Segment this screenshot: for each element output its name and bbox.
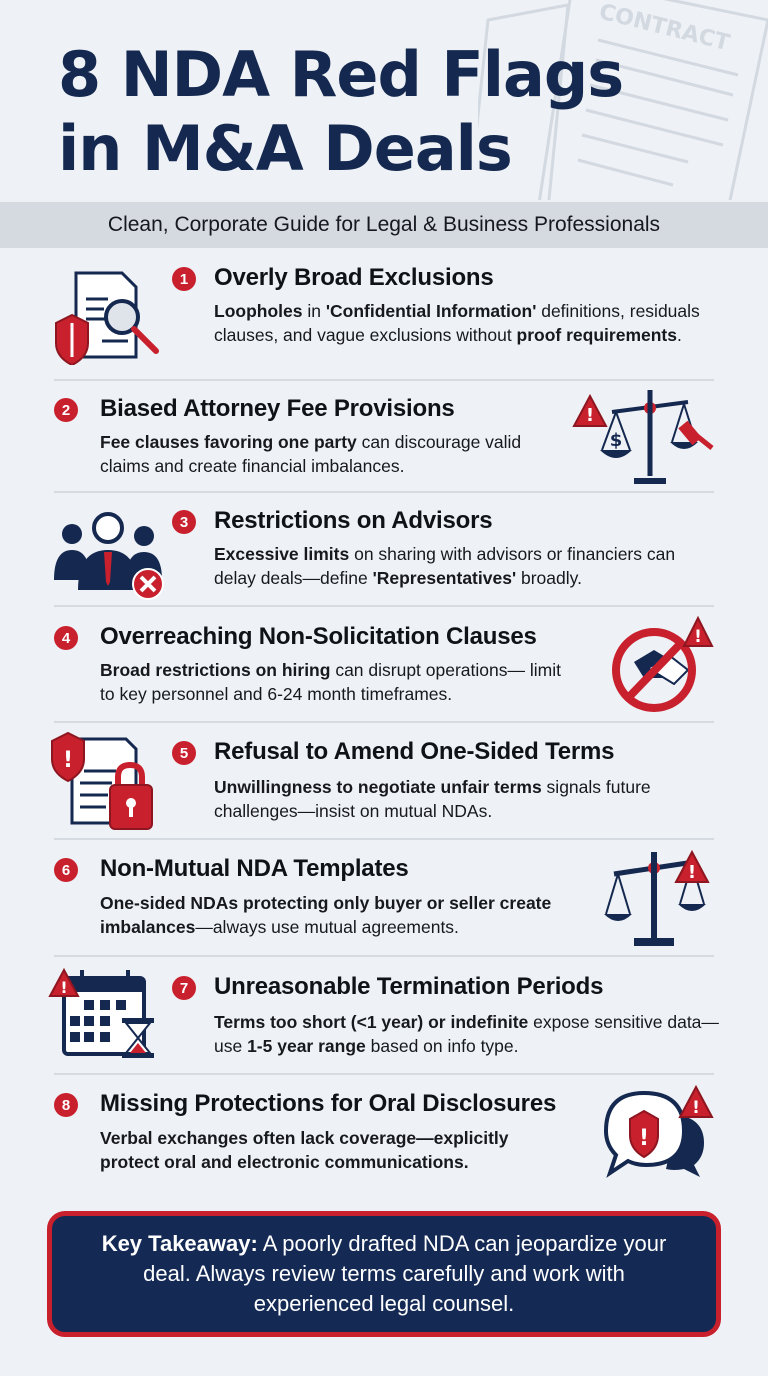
item-title: Biased Attorney Fee Provisions bbox=[100, 395, 455, 422]
header bbox=[0, 0, 768, 200]
svg-text:!: ! bbox=[62, 748, 74, 773]
item-description: Unwillingness to negotiate unfair terms signals future challenges—insist on mutual NDAs. bbox=[214, 777, 651, 821]
item-number-badge: 2 bbox=[54, 398, 78, 422]
scales-warning-gavel-icon bbox=[572, 386, 718, 486]
svg-text:!: ! bbox=[638, 1126, 650, 1151]
item-number-badge: 4 bbox=[54, 626, 78, 650]
advisors-group-x-icon bbox=[52, 510, 170, 600]
divider bbox=[54, 838, 714, 840]
key-takeaway-label: Key Takeaway: bbox=[101, 1231, 258, 1256]
svg-text:!: ! bbox=[692, 1098, 700, 1118]
item-description: Terms too short (<1 year) or indefinite expose sensitive data—use 1-5 year range based on info type. bbox=[214, 1012, 719, 1056]
document-lock-shield-icon bbox=[50, 731, 160, 831]
item-title: Overly Broad Exclusions bbox=[214, 264, 494, 291]
key-takeaway-box bbox=[47, 1211, 721, 1337]
item-number-badge: 3 bbox=[172, 510, 196, 534]
divider bbox=[54, 1073, 714, 1075]
divider bbox=[54, 955, 714, 957]
calendar-hourglass-warning-icon bbox=[48, 966, 160, 1062]
item-title: Refusal to Amend One-Sided Terms bbox=[214, 738, 615, 765]
item-description: Excessive limits on sharing with advisors or financiers can delay deals—define 'Representatives' broadly. bbox=[214, 544, 676, 588]
item-number-badge: 1 bbox=[172, 267, 196, 291]
item-title: Restrictions on Advisors bbox=[214, 507, 493, 534]
divider bbox=[54, 721, 714, 723]
item-title: Missing Protections for Oral Disclosures bbox=[100, 1090, 557, 1117]
item-description: One-sided NDAs protecting only buyer or seller create imbalances—always use mutual agreements. bbox=[100, 893, 552, 937]
divider bbox=[54, 491, 714, 493]
title-line-2: in M&A Deals bbox=[58, 112, 512, 185]
subtitle-bar bbox=[0, 202, 768, 248]
item-number-badge: 8 bbox=[54, 1093, 78, 1117]
item-description: Broad restrictions on hiring can disrupt operations— limit to key personnel and 6-24 month timeframes. bbox=[100, 660, 561, 704]
item-title: Unreasonable Termination Periods bbox=[214, 973, 604, 1000]
item-description: Verbal exchanges often lack coverage—explicitly protect oral and electronic communications. bbox=[100, 1128, 509, 1172]
svg-text:!: ! bbox=[694, 627, 702, 647]
svg-text:$: $ bbox=[609, 430, 623, 451]
speech-bubbles-shield-warning-icon bbox=[604, 1085, 716, 1179]
divider bbox=[54, 605, 714, 607]
svg-text:!: ! bbox=[60, 978, 68, 997]
subtitle: Clean, Corporate Guide for Legal & Business Professionals bbox=[107, 213, 661, 236]
key-takeaway-text: Key Takeaway: A poorly drafted NDA can jeopardize your deal. Always review terms carefully and work with experienced legal counsel. bbox=[101, 1231, 667, 1316]
svg-text:!: ! bbox=[585, 405, 595, 426]
svg-text:!: ! bbox=[687, 862, 697, 883]
no-handshake-warning-icon bbox=[604, 612, 714, 716]
item-title: Non-Mutual NDA Templates bbox=[100, 855, 409, 882]
svg-text:CONTRACT: CONTRACT bbox=[596, 0, 733, 57]
item-title: Overreaching Non-Solicitation Clauses bbox=[100, 623, 537, 650]
item-number-badge: 7 bbox=[172, 976, 196, 1000]
item-number-badge: 5 bbox=[172, 741, 196, 765]
item-number-badge: 6 bbox=[54, 858, 78, 882]
document-magnifier-shield-icon bbox=[52, 265, 167, 365]
divider bbox=[54, 379, 714, 381]
item-description: Fee clauses favoring one party can discourage valid claims and create financial imbalances. bbox=[100, 432, 522, 476]
page-title bbox=[58, 38, 623, 186]
item-description: Loopholes in 'Confidential Information' definitions, residuals clauses, and vague exclusions without proof requirements. bbox=[214, 301, 700, 345]
tilted-scales-warning-icon bbox=[604, 848, 716, 948]
title-line-1: 8 NDA Red Flags bbox=[58, 38, 624, 111]
